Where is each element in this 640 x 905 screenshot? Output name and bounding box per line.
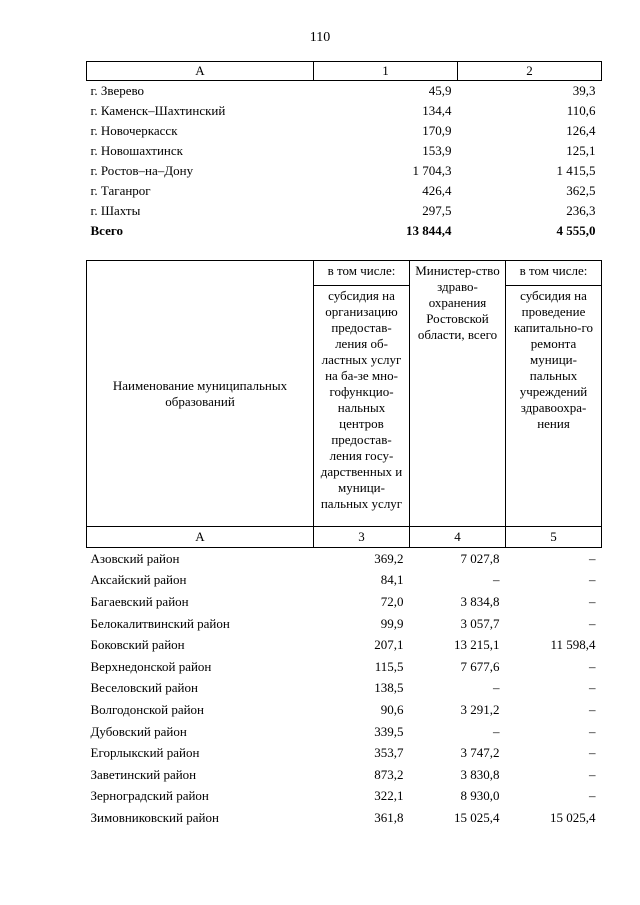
value-col4: 7 027,8 <box>460 550 500 566</box>
table-row <box>87 678 602 700</box>
value-col3: 115,5 <box>374 658 404 674</box>
city-name: г. Таганрог <box>90 183 151 198</box>
table-row <box>87 81 602 102</box>
value-col5: – <box>589 766 596 782</box>
value-col4: 8 930,0 <box>460 788 500 804</box>
value-col2: 236,3 <box>566 203 596 218</box>
page-number: 110 <box>309 30 331 45</box>
value-col5: – <box>589 680 596 696</box>
city-name: г. Новочеркасск <box>90 123 178 138</box>
total-col2: 4 555,0 <box>556 223 596 238</box>
table-row <box>87 786 602 808</box>
total-col1: 13 844,4 <box>406 223 452 238</box>
value-col2: 1 415,5 <box>556 163 596 178</box>
district-name: Волгодонской район <box>90 701 205 717</box>
table-row <box>87 181 602 201</box>
col5-sub-header: субсидия на проведение капитально-го ремонта муници-пальных учреждений здравоохра-нения <box>506 286 602 527</box>
district-name: Егорлыкский район <box>90 745 200 761</box>
district-name: Азовский район <box>90 550 180 566</box>
district-name: Верхнедонской район <box>90 658 212 674</box>
value-col4: – <box>493 572 500 588</box>
value-col1: 1 704,3 <box>412 163 452 178</box>
value-col4: 3 057,7 <box>460 615 500 631</box>
value-col4: 3 834,8 <box>460 593 500 609</box>
city-name: г. Новошахтинск <box>90 143 183 158</box>
total-label: Всего <box>90 223 123 238</box>
table-row <box>87 121 602 141</box>
column-header-a: А <box>87 62 314 81</box>
district-name: Веселовский район <box>90 680 198 696</box>
col4-header: Министер-ство здраво-охранения Ростовской области, всего <box>410 261 506 527</box>
value-col5: – <box>589 572 596 588</box>
value-col5: – <box>589 701 596 717</box>
value-col2: 39,3 <box>572 83 596 98</box>
value-col1: 153,9 <box>422 143 452 158</box>
value-col3: 207,1 <box>374 637 404 653</box>
column-number-row <box>87 527 602 548</box>
value-col2: 126,4 <box>566 123 596 138</box>
value-col4: 7 677,6 <box>460 658 500 674</box>
value-col5: 15 025,4 <box>550 809 596 825</box>
value-col5: – <box>589 745 596 761</box>
value-col3: 90,6 <box>380 701 404 717</box>
value-col3: 339,5 <box>374 723 404 739</box>
municipal-table <box>86 260 602 829</box>
table-row <box>87 699 602 721</box>
table-row <box>87 764 602 786</box>
col3-sub-header: субсидия на организацию предостав-ления об-ластных услуг на ба-зе мно-гофункцио-нальных центров предостав-ления госу-дарственных и муници-пальных услуг <box>314 286 410 527</box>
value-col3: 353,7 <box>374 745 404 761</box>
value-col5: – <box>589 788 596 804</box>
value-col1: 170,9 <box>422 123 452 138</box>
district-name: Заветинский район <box>90 766 197 782</box>
value-col3: 361,8 <box>374 809 404 825</box>
value-col5: – <box>589 615 596 631</box>
summary-table <box>86 61 602 241</box>
column-header-2: 2 <box>458 62 602 81</box>
value-col2: 110,6 <box>566 103 596 118</box>
district-name: Багаевский район <box>90 593 189 609</box>
table-row <box>87 721 602 743</box>
col5-top-header: в том числе: <box>506 261 602 286</box>
value-col3: 873,2 <box>374 766 404 782</box>
col3-top-header: в том числе: <box>314 261 410 286</box>
table-row <box>87 548 602 570</box>
municipal-table-header-top <box>87 261 602 286</box>
value-col1: 297,5 <box>422 203 452 218</box>
value-col2: 362,5 <box>566 183 596 198</box>
table-row <box>87 634 602 656</box>
column-number-4: 4 <box>410 527 506 548</box>
value-col4: – <box>493 723 500 739</box>
district-name: Зерноградский район <box>90 788 209 804</box>
column-number-a: А <box>87 527 314 548</box>
value-col5: – <box>589 658 596 674</box>
city-name: г. Шахты <box>90 203 141 218</box>
value-col3: 138,5 <box>374 680 404 696</box>
value-col3: 72,0 <box>380 593 404 609</box>
table-row <box>87 613 602 635</box>
table-row <box>87 201 602 221</box>
table-row <box>87 141 602 161</box>
value-col4: 3 291,2 <box>460 701 500 717</box>
value-col4: 15 025,4 <box>454 809 500 825</box>
value-col4: – <box>493 680 500 696</box>
column-number-3: 3 <box>314 527 410 548</box>
table-row <box>87 591 602 613</box>
value-col3: 369,2 <box>374 550 404 566</box>
district-name: Боковский район <box>90 637 185 653</box>
district-name: Белокалитвинский район <box>90 615 230 631</box>
column-number-5: 5 <box>506 527 602 548</box>
value-col5: – <box>589 723 596 739</box>
column-header-1: 1 <box>314 62 458 81</box>
table-row <box>87 742 602 764</box>
value-col4: 3 747,2 <box>460 745 500 761</box>
value-col1: 45,9 <box>428 83 452 98</box>
value-col4: 3 830,8 <box>460 766 500 782</box>
municipality-name-header: Наименование муниципальных образований <box>87 261 314 527</box>
city-name: г. Каменск–Шахтинский <box>90 103 226 118</box>
value-col2: 125,1 <box>566 143 596 158</box>
city-name: г. Ростов–на–Дону <box>90 163 194 178</box>
value-col4: 13 215,1 <box>454 637 500 653</box>
district-name: Зимовниковский район <box>90 809 219 825</box>
table-row <box>87 101 602 121</box>
value-col3: 322,1 <box>374 788 404 804</box>
district-name: Дубовский район <box>90 723 187 739</box>
value-col5: – <box>589 550 596 566</box>
city-name: г. Зверево <box>90 83 145 98</box>
table-row <box>87 807 602 829</box>
district-name: Аксайский район <box>90 572 187 588</box>
value-col3: 84,1 <box>380 572 404 588</box>
value-col1: 134,4 <box>422 103 452 118</box>
summary-table-header <box>87 62 602 81</box>
value-col3: 99,9 <box>380 615 404 631</box>
value-col5: 11 598,4 <box>550 637 596 653</box>
table-row <box>87 656 602 678</box>
table-row <box>87 161 602 181</box>
total-row <box>87 221 602 241</box>
table-row <box>87 570 602 592</box>
value-col5: – <box>589 593 596 609</box>
value-col1: 426,4 <box>422 183 452 198</box>
